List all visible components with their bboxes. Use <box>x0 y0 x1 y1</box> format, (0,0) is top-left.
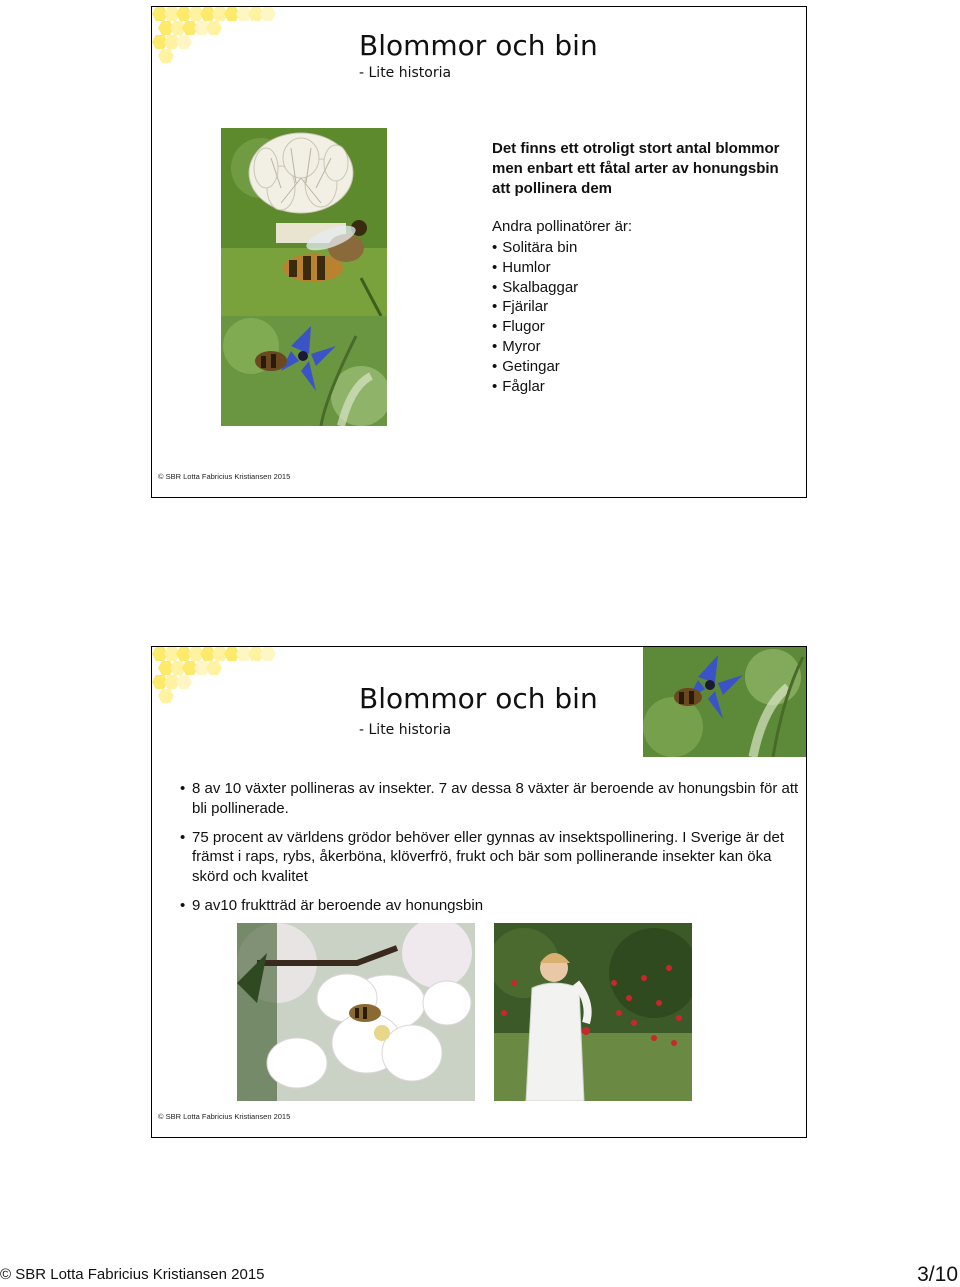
clover-bee-photo <box>221 128 387 316</box>
apple-blossom-bee-photo <box>237 923 475 1101</box>
list-item: • Skalbaggar <box>492 278 578 298</box>
list-item: • Fåglar <box>492 377 578 397</box>
facts-list <box>180 779 805 925</box>
pollinators-heading: Andra pollinatörer är: <box>492 218 633 235</box>
honeycomb-decoration <box>152 7 312 67</box>
page-footer: © SBR Lotta Fabricius Kristiansen 2015 <box>0 1266 265 1283</box>
slide-title: Blommor och bin <box>359 682 598 715</box>
list-item: • 9 av10 fruktträd är beroende av honungsbin <box>180 896 805 916</box>
slide-1 <box>151 6 807 498</box>
list-item: • 8 av 10 växter pollineras av insekter. 7 av dessa 8 växter är beroende av honungsbin för att bli pollinerade. <box>180 779 805 819</box>
slide-footer: © SBR Lotta Fabricius Kristiansen 2015 <box>158 472 291 481</box>
slide-footer: © SBR Lotta Fabricius Kristiansen 2015 <box>158 1112 291 1121</box>
borage-bee-photo <box>221 316 387 426</box>
slide-2 <box>151 646 807 1138</box>
list-item: • Getingar <box>492 357 578 377</box>
list-item: • 75 procent av världens grödor behöver eller gynnas av insektspollinering. I Sverige är det främst i raps, rybs, åkerböna, klöverfrö, frukt och bär som pollinerande insekter kan öka skörd och kvalitet <box>180 828 805 887</box>
list-item: • Flugor <box>492 317 578 337</box>
pollinators-list <box>492 238 578 396</box>
slide-title: Blommor och bin <box>359 29 598 62</box>
list-item: • Solitära bin <box>492 238 578 258</box>
list-item: • Humlor <box>492 258 578 278</box>
slide-subtitle: - Lite historia <box>359 65 452 81</box>
slide-subtitle: - Lite historia <box>359 722 452 738</box>
list-item: • Fjärilar <box>492 297 578 317</box>
borage-bee-corner-photo <box>643 647 807 757</box>
list-item: • Myror <box>492 337 578 357</box>
beekeeper-photo <box>494 923 692 1101</box>
page-number: 3/10 <box>917 1263 958 1286</box>
honeycomb-decoration <box>152 647 312 707</box>
intro-bold-text: Det finns ett otroligt stort antal blommor men enbart ett fåtal arter av honungsbin att pollinera dem <box>492 140 780 197</box>
